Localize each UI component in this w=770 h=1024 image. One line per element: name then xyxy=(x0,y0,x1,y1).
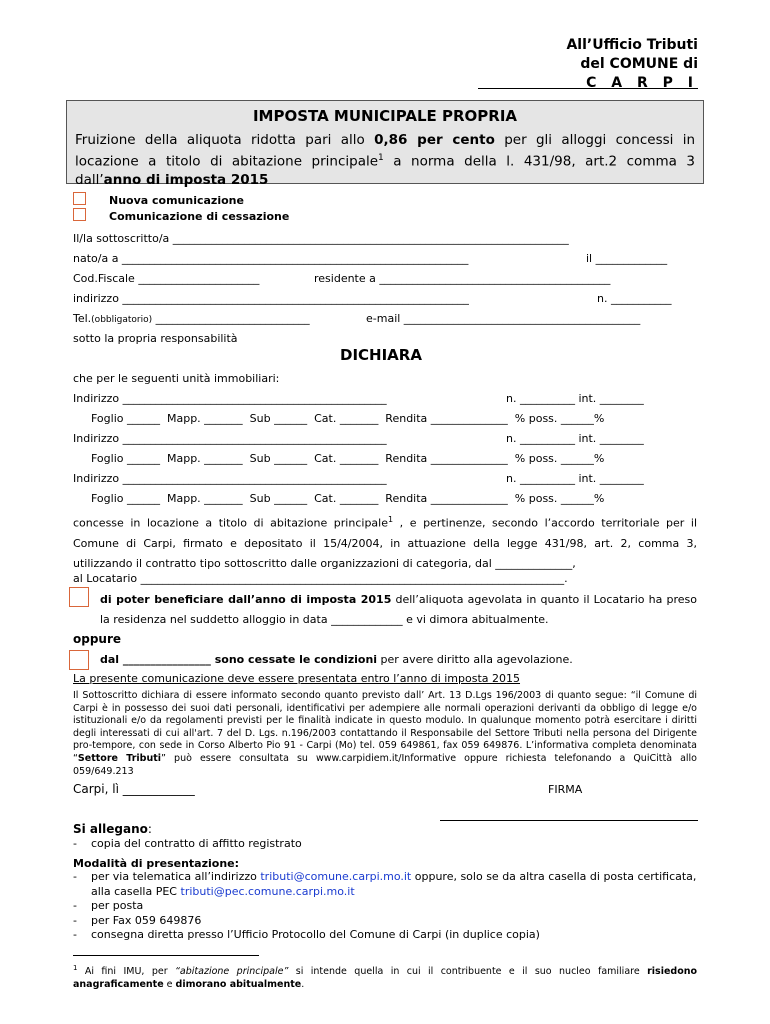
email-field[interactable]: e-mail ___________________________________________ xyxy=(366,312,641,325)
submission-item-telematic: - per via telematica all’indirizzo tributi@comune.carpi.mo.it oppure, solo se da altra casella di posta certificata, alla casella PEC tributi@pec.comune.carpi.mo.it xyxy=(73,870,697,899)
page-title: IMPOSTA MUNICIPALE PROPRIA xyxy=(252,107,518,125)
unit-3-cadastral-row[interactable]: Foglio ______ Mapp. _______ Sub ______ Cat. _______ Rendita ______________ % poss. ______% xyxy=(91,492,605,505)
unit-3-address-field[interactable]: Indirizzo ________________________________________________ xyxy=(73,472,387,485)
unit-1-cadastral-row[interactable]: Foglio ______ Mapp. _______ Sub ______ Cat. _______ Rendita ______________ % poss. ______% xyxy=(91,412,605,425)
recipient-line-3: C A R P I xyxy=(586,75,698,91)
phone-field[interactable]: Tel.(obbligatorio) ____________________________ xyxy=(73,312,310,325)
option-cessation-text: dal ________________ sono cessate le condizioni per avere diritto alla agevolazione. xyxy=(100,653,573,666)
option-benefit-checkbox[interactable] xyxy=(69,587,89,607)
attachments-title: Si allegano: xyxy=(73,822,152,836)
recipient-block xyxy=(566,36,698,93)
recipient-line-1: All’Ufficio Tributi xyxy=(566,37,698,53)
submission-list xyxy=(73,870,697,943)
title-box xyxy=(66,100,704,188)
full-name-field[interactable]: Il/la sottoscritto/a ________________________________________________________________________ xyxy=(73,232,569,245)
attachments-list xyxy=(73,837,697,850)
footnote: $^1$ Ai fini IMU, per “abitazione principale” si intende quella in cui il contribuente e il suo nucleo familiare risiedono anagraficamente e dimorano abitualmente. xyxy=(73,964,698,991)
unit-1-number-field[interactable]: n. __________ int. ________ xyxy=(506,392,644,405)
unit-2-number-field[interactable]: n. __________ int. ________ xyxy=(506,432,644,445)
attachment-item: - copia del contratto di affitto registrato xyxy=(73,837,697,850)
submission-title: Modalità di presentazione: xyxy=(73,857,240,870)
lease-paragraph: concesse in locazione a titolo di abitazione principale$^1$ , e pertinenze, secondo l’accordo territoriale per il Comune di Carpi, firmato e depositato il 15/4/2004, in attuazione della legge 431/98, art. 2, comma 3, utilizzando il contratto tipo sottoscritto dalle organizzazioni di categoria, dal ______________, xyxy=(73,515,698,570)
declares-heading: DICHIARA xyxy=(340,346,422,364)
submission-item-direct: - consegna diretta presso l’Ufficio Protocollo del Comune di Carpi (in duplice copia) xyxy=(73,928,697,943)
footnote-separator xyxy=(73,955,259,956)
new-communication-checkbox[interactable] xyxy=(73,192,86,205)
tax-code-field[interactable]: Cod.Fiscale ______________________ xyxy=(73,272,260,285)
signature-label: FIRMA xyxy=(548,783,583,796)
units-intro: che per le seguenti unità immobiliari: xyxy=(73,372,280,385)
birthplace-field[interactable]: nato/a a _______________________________________________________________ xyxy=(73,252,469,265)
responsibility-text: sotto la propria responsabilità xyxy=(73,332,238,345)
unit-2-cadastral-row[interactable]: Foglio ______ Mapp. _______ Sub ______ Cat. _______ Rendita ______________ % poss. ______% xyxy=(91,452,605,465)
unit-2-address-field[interactable]: Indirizzo ________________________________________________ xyxy=(73,432,387,445)
recipient-underline xyxy=(478,88,698,89)
recipient-line-2: del COMUNE di xyxy=(580,56,698,72)
submission-item-post: - per posta xyxy=(73,899,697,914)
signature-line[interactable] xyxy=(440,820,698,821)
residence-field[interactable]: residente a __________________________________________ xyxy=(314,272,611,285)
oppure-label: oppure xyxy=(73,632,122,646)
cessation-communication-checkbox[interactable] xyxy=(73,208,86,221)
deadline-notice: La presente comunicazione deve essere presentata entro l’anno di imposta 2015 xyxy=(73,672,521,685)
option-cessation-checkbox[interactable] xyxy=(69,650,89,670)
option-benefit-text: di poter beneficiare dall’anno di imposta 2015 dell’aliquota agevolata in quanto il Locatario ha preso la residenza nel suddetto alloggio in data _____________ e vi dimora abitualmente. xyxy=(100,593,697,626)
submission-item-fax: - per Fax 059 649876 xyxy=(73,914,697,929)
house-number-field[interactable]: n. ___________ xyxy=(597,292,672,305)
pec-link[interactable]: tributi@pec.comune.carpi.mo.it xyxy=(180,884,355,898)
address-field[interactable]: indirizzo _______________________________________________________________ xyxy=(73,292,469,305)
cessation-communication-label: Comunicazione di cessazione xyxy=(109,210,290,223)
new-communication-label: Nuova comunicazione xyxy=(109,194,244,207)
place-date-field[interactable]: Carpi, lì ____________ xyxy=(73,782,195,796)
birthdate-field[interactable]: il _____________ xyxy=(586,252,668,265)
unit-3-number-field[interactable]: n. __________ int. ________ xyxy=(506,472,644,485)
unit-1-address-field[interactable]: Indirizzo ________________________________________________ xyxy=(73,392,387,405)
privacy-notice: Il Sottoscritto dichiara di essere informato secondo quanto previsto dall’ Art. 13 D.Lgs 196/2003 di quanto segue: “il Comune di Carpi è in possesso dei suoi dati personali, identificativi per adempiere alle normali operazioni derivanti da obbligo di legge e/o istituzionali e/o da regolamenti previsti per le finalità indicate in questo modulo. In qualunque momento potrà esercitare i diritti degli interessati di cui all'art. 7 del D. Lgs. n.196/2003 contattando il Responsabile del Settore Tributi nella persona del Dirigente pro-tempore, con sede in Corso Alberto Pio 91 - Carpi (Mo) tel. 059 649861, fax 059 649876. L’informativa completa denominata “Settore Tributi” può essere consultata su www.carpidiem.it/Informative oppure richiesta telefonando a QuiCittà allo 059/649.213 xyxy=(73,690,697,777)
email-link[interactable]: tributi@comune.carpi.mo.it xyxy=(260,870,412,883)
tenant-field[interactable]: al Locatario _____________________________________________________________________________. xyxy=(73,572,568,585)
intro-text: Fruizione della aliquota ridotta pari allo 0,86 per cento per gli alloggi concessi in locazione a titolo di abitazione principale$^1$ a norma della l. 431/98, art.2 comma 3 dall’anno di imposta 2015 xyxy=(75,132,696,188)
